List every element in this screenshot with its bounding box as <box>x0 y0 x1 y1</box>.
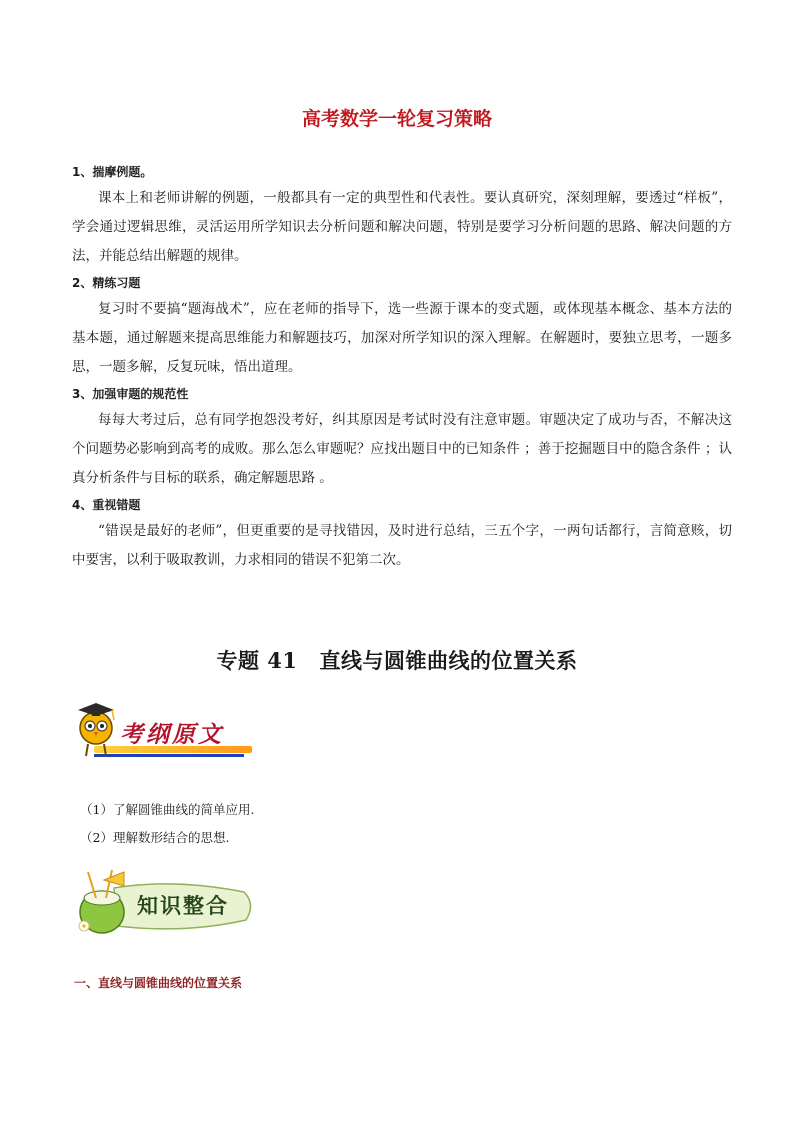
strategy-text-4: “错误是最好的老师”，但更重要的是寻找错因，及时进行总结，三五个字，一两句话都行，言简意赅，切中要害，以利于吸取教训，力求相同的错误不犯第二次。 <box>72 523 732 568</box>
section-one-heading: 一、直线与圆锥曲线的位置关系 <box>74 976 243 990</box>
page-title: 高考数学一轮复习策略 <box>301 108 492 130</box>
knowledge-badge-label: 知识整合 <box>137 893 229 918</box>
topic-number: 专题 41 <box>216 648 298 673</box>
outline-item-1: （1）了解圆锥曲线的简单应用. <box>80 802 255 817</box>
strategy-section <box>72 160 732 575</box>
outline-list <box>80 796 254 852</box>
outline-badge <box>74 700 254 762</box>
strategy-heading-2: 2、精练习题 <box>72 276 141 290</box>
topic-title <box>0 645 794 675</box>
strategy-text-3: 每每大考过后，总有同学抱怨没考好，纠其原因是考试时没有注意审题。审题决定了成功与否，不解决这个问题势必影响到高考的成败。那么怎么审题呢？应找出题目中的已知条件 ；善于挖掘题目中的隐含条件 ；认真分析条件与目标的联系，确定解题思路 。 <box>72 412 732 486</box>
outline-item-2: （2）理解数形结合的思想. <box>80 830 230 845</box>
topic-name: 直线与圆锥曲线的位置关系 <box>319 648 578 673</box>
strategy-heading-4: 4、重视错题 <box>72 498 141 512</box>
strategy-text-2: 复习时不要搞“题海战术”，应在老师的指导下，选一些源于课本的变式题，或体现基本概念、基本方法的基本题，通过解题来提高思维能力和解题技巧，加深对所学知识的深入理解。在解题时，要独立思考，一题多思，一题多解，反复玩味，悟出道理。 <box>72 301 732 375</box>
strategy-text-1: 课本上和老师讲解的例题，一般都具有一定的典型性和代表性。要认真研究，深刻理解，要透过“样板”，学会通过逻辑思维，灵活运用所学知识去分析问题和解决问题，特别是要学习分析问题的思路、解决问题的方法，并能总结出解题的规律。 <box>72 190 732 264</box>
outline-badge-label: 考纲原文 <box>120 721 224 748</box>
knowledge-badge <box>74 868 258 940</box>
strategy-heading-1: 1、揣摩例题。 <box>72 165 153 179</box>
strategy-heading-3: 3、加强审题的规范性 <box>72 387 189 401</box>
